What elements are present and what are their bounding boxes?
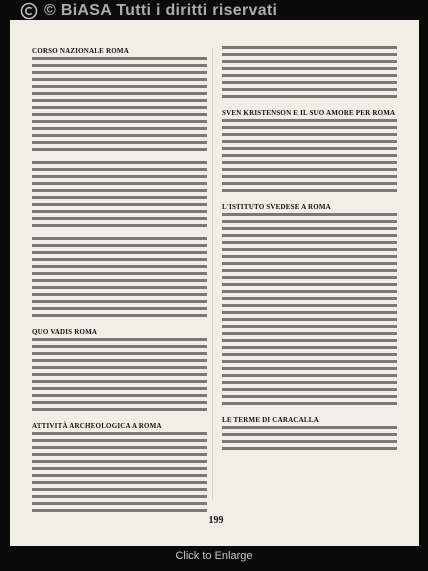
article-heading: L'ISTITUTO SVEDESE A ROMA — [222, 203, 331, 211]
article-heading: QUO VADIS ROMA — [32, 328, 98, 336]
article-heading: ATTIVITÀ ARCHEOLOGICA A ROMA — [32, 422, 162, 430]
article-text-block — [222, 119, 397, 196]
article-text-block — [32, 161, 207, 231]
article-text-block — [32, 237, 207, 321]
article-heading: SVEN KRISTENSON E IL SUO AMORE PER ROMA — [222, 109, 396, 117]
article-text-block — [32, 57, 207, 155]
right-column — [222, 46, 397, 460]
article-text-block — [222, 426, 397, 454]
watermark — [20, 0, 277, 22]
article-text-block — [222, 213, 397, 409]
article-text-block — [222, 46, 397, 102]
copyright-icon — [20, 2, 38, 20]
left-column — [32, 46, 207, 522]
article-text-block — [32, 338, 207, 415]
column-divider — [212, 48, 213, 500]
page-number: 199 — [208, 515, 224, 526]
watermark-text: © BiASA Tutti i diritti riservati — [44, 2, 278, 19]
enlarge-caption[interactable]: Click to Enlarge — [175, 550, 253, 562]
article-heading: CORSO NAZIONALE ROMA — [32, 47, 129, 55]
article-heading: LE TERME DI CARACALLA — [222, 416, 319, 424]
article-text-block — [32, 432, 207, 516]
scanned-page — [10, 20, 419, 546]
